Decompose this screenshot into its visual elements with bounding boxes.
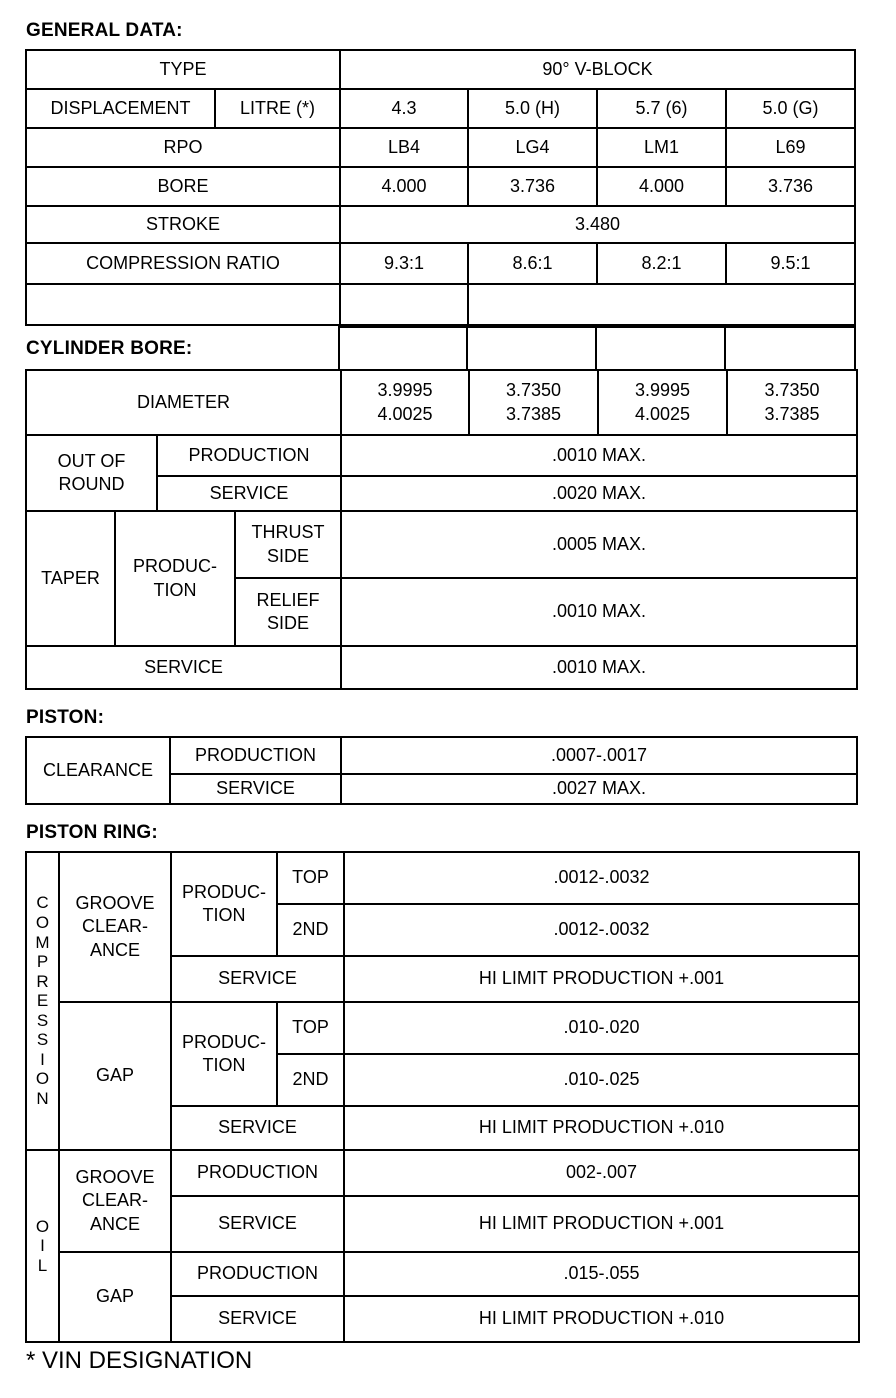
taper-service-value: .0010 MAX.	[341, 646, 857, 689]
compression-letter: E	[36, 991, 49, 1011]
blank-cell	[339, 327, 467, 370]
compression-letter: S	[36, 1030, 49, 1050]
compression-letter: M	[35, 932, 50, 952]
out-of-round-production-value: .0010 MAX.	[341, 435, 857, 476]
thrust-side-label	[235, 511, 341, 578]
production-label: PRODUCTION	[171, 1150, 344, 1196]
bore-value: 3.736	[726, 167, 855, 206]
displacement-value: 5.0 (H)	[468, 89, 597, 128]
diameter-max: 3.7385	[505, 403, 562, 424]
diameter-max: 4.0025	[377, 403, 433, 424]
comp-groove-top-value: .0012-.0032	[344, 852, 859, 904]
bore-value: 4.000	[340, 167, 468, 206]
oil-groove-service-value: HI LIMIT PRODUCTION +.001	[344, 1196, 859, 1252]
bore-value: 3.736	[468, 167, 597, 206]
production-label	[171, 852, 277, 956]
oil-groove-production-value: 002-.007	[344, 1150, 859, 1196]
cylinder-bore-heading: CYLINDER BORE:	[26, 338, 193, 359]
diameter-value	[727, 370, 857, 435]
type-label: TYPE	[26, 50, 340, 89]
oil-gap-service-value: HI LIMIT PRODUCTION +.010	[344, 1296, 859, 1342]
production-label: PRODUCTION	[171, 1252, 344, 1296]
service-label: SERVICE	[171, 1296, 344, 1342]
comp-gap-top-value: .010-.020	[344, 1002, 859, 1054]
diameter-value	[598, 370, 727, 435]
bore-value: 4.000	[597, 167, 726, 206]
produc-line: TION	[202, 1055, 246, 1075]
diameter-min: 3.9995	[634, 380, 691, 401]
compression-letter: O	[35, 1069, 50, 1089]
groove-line: CLEAR-	[81, 1190, 148, 1211]
groove-line: CLEAR-	[81, 916, 148, 937]
service-label: SERVICE	[171, 956, 344, 1002]
piston-table	[25, 736, 858, 805]
compression-letter: I	[40, 1049, 45, 1069]
oil-vertical-label	[26, 1150, 59, 1342]
produc-line: TION	[202, 905, 246, 925]
production-label	[171, 1002, 277, 1106]
taper-relief-value: .0010 MAX.	[341, 578, 857, 646]
oil-letter: I	[40, 1236, 45, 1256]
out-of-round-label	[26, 435, 157, 511]
compression-letter: S	[36, 1010, 49, 1030]
compression-ratio-value: 9.3:1	[340, 243, 468, 284]
service-label: SERVICE	[170, 774, 341, 804]
thrust-line: SIDE	[267, 545, 310, 566]
taper-production-label	[115, 511, 235, 646]
compression-letter: N	[36, 1088, 49, 1108]
groove-line: GROOVE	[75, 892, 155, 913]
relief-side-label	[235, 578, 341, 646]
produc-line: PRODUC-	[182, 881, 266, 902]
produc-line: PRODUC-	[133, 556, 217, 577]
bore-label: BORE	[26, 167, 340, 206]
produc-line: TION	[153, 579, 197, 600]
service-label: SERVICE	[171, 1106, 344, 1150]
displacement-value: 5.7 (6)	[597, 89, 726, 128]
rpo-label: RPO	[26, 128, 340, 167]
out-of-round-service-value: .0020 MAX.	[341, 476, 857, 511]
service-label: SERVICE	[171, 1196, 344, 1252]
vin-designation-footnote: * VIN DESIGNATION	[26, 1347, 253, 1374]
taper-thrust-value: .0005 MAX.	[341, 511, 857, 578]
compression-letter: O	[35, 913, 50, 933]
relief-line: RELIEF	[256, 589, 320, 610]
displacement-value: 5.0 (G)	[726, 89, 855, 128]
piston-service-value: .0027 MAX.	[341, 774, 857, 804]
comp-groove-service-value: HI LIMIT PRODUCTION +.001	[344, 956, 859, 1002]
piston-production-value: .0007-.0017	[341, 737, 857, 774]
compression-ratio-value: 8.6:1	[468, 243, 597, 284]
piston-heading: PISTON:	[26, 707, 105, 728]
diameter-max: 3.7385	[764, 403, 820, 424]
rpo-value: LB4	[340, 128, 468, 167]
compression-letter: R	[36, 971, 49, 991]
compression-letter: P	[36, 952, 49, 972]
litre-label: LITRE (*)	[215, 89, 340, 128]
gap-label: GAP	[59, 1002, 171, 1150]
type-value: 90° V-BLOCK	[340, 50, 855, 89]
second-label: 2ND	[277, 904, 344, 956]
service-label: SERVICE	[157, 476, 341, 511]
oil-gap-production-value: .015-.055	[344, 1252, 859, 1296]
general-data-table	[25, 49, 856, 326]
out-of-round-label-line: ROUND	[58, 474, 125, 494]
piston-ring-heading: PISTON RING:	[26, 822, 158, 843]
compression-ratio-value: 9.5:1	[726, 243, 855, 284]
groove-line: ANCE	[89, 939, 140, 960]
out-of-round-label-line: OUT OF	[57, 450, 126, 471]
compression-letter: C	[36, 893, 49, 913]
cylinder-bore-table	[25, 369, 858, 690]
stroke-label: STROKE	[26, 206, 340, 243]
oil-groove-clearance-label	[59, 1150, 171, 1252]
groove-clearance-label	[59, 852, 171, 1002]
cylinder-bore-header-cells	[338, 326, 856, 371]
oil-letter: O	[35, 1216, 50, 1236]
rpo-value: LG4	[468, 128, 597, 167]
blank-cell	[468, 284, 855, 325]
diameter-max: 4.0025	[634, 403, 691, 424]
taper-service-label: SERVICE	[26, 646, 341, 689]
diameter-value	[341, 370, 469, 435]
taper-label: TAPER	[26, 511, 115, 646]
diameter-min: 3.7350	[764, 380, 820, 401]
thrust-line: THRUST	[251, 522, 325, 543]
comp-gap-2nd-value: .010-.025	[344, 1054, 859, 1106]
compression-ratio-label: COMPRESSION RATIO	[26, 243, 340, 284]
oil-letter: L	[37, 1255, 48, 1275]
diameter-min: 3.9995	[377, 380, 433, 401]
second-label: 2ND	[277, 1054, 344, 1106]
diameter-value	[469, 370, 598, 435]
diameter-min: 3.7350	[505, 380, 562, 401]
stroke-value: 3.480	[340, 206, 855, 243]
top-label: TOP	[277, 852, 344, 904]
blank-cell	[725, 327, 855, 370]
displacement-value: 4.3	[340, 89, 468, 128]
displacement-label: DISPLACEMENT	[26, 89, 215, 128]
comp-groove-2nd-value: .0012-.0032	[344, 904, 859, 956]
compression-ratio-value: 8.2:1	[597, 243, 726, 284]
clearance-label: CLEARANCE	[26, 737, 170, 804]
piston-ring-table	[25, 851, 860, 1343]
top-label: TOP	[277, 1002, 344, 1054]
blank-cell	[340, 284, 468, 325]
groove-line: GROOVE	[75, 1166, 155, 1187]
blank-cell	[467, 327, 596, 370]
production-label: PRODUCTION	[170, 737, 341, 774]
comp-gap-service-value: HI LIMIT PRODUCTION +.010	[344, 1106, 859, 1150]
production-label: PRODUCTION	[157, 435, 341, 476]
oil-gap-label: GAP	[59, 1252, 171, 1342]
blank-cell	[26, 284, 340, 325]
rpo-value: LM1	[597, 128, 726, 167]
rpo-value: L69	[726, 128, 855, 167]
relief-line: SIDE	[267, 613, 310, 633]
groove-line: ANCE	[89, 1213, 140, 1234]
blank-cell	[596, 327, 725, 370]
compression-vertical-label	[26, 852, 59, 1150]
diameter-label: DIAMETER	[26, 370, 341, 435]
produc-line: PRODUC-	[182, 1031, 266, 1052]
general-data-heading: GENERAL DATA:	[26, 20, 183, 41]
